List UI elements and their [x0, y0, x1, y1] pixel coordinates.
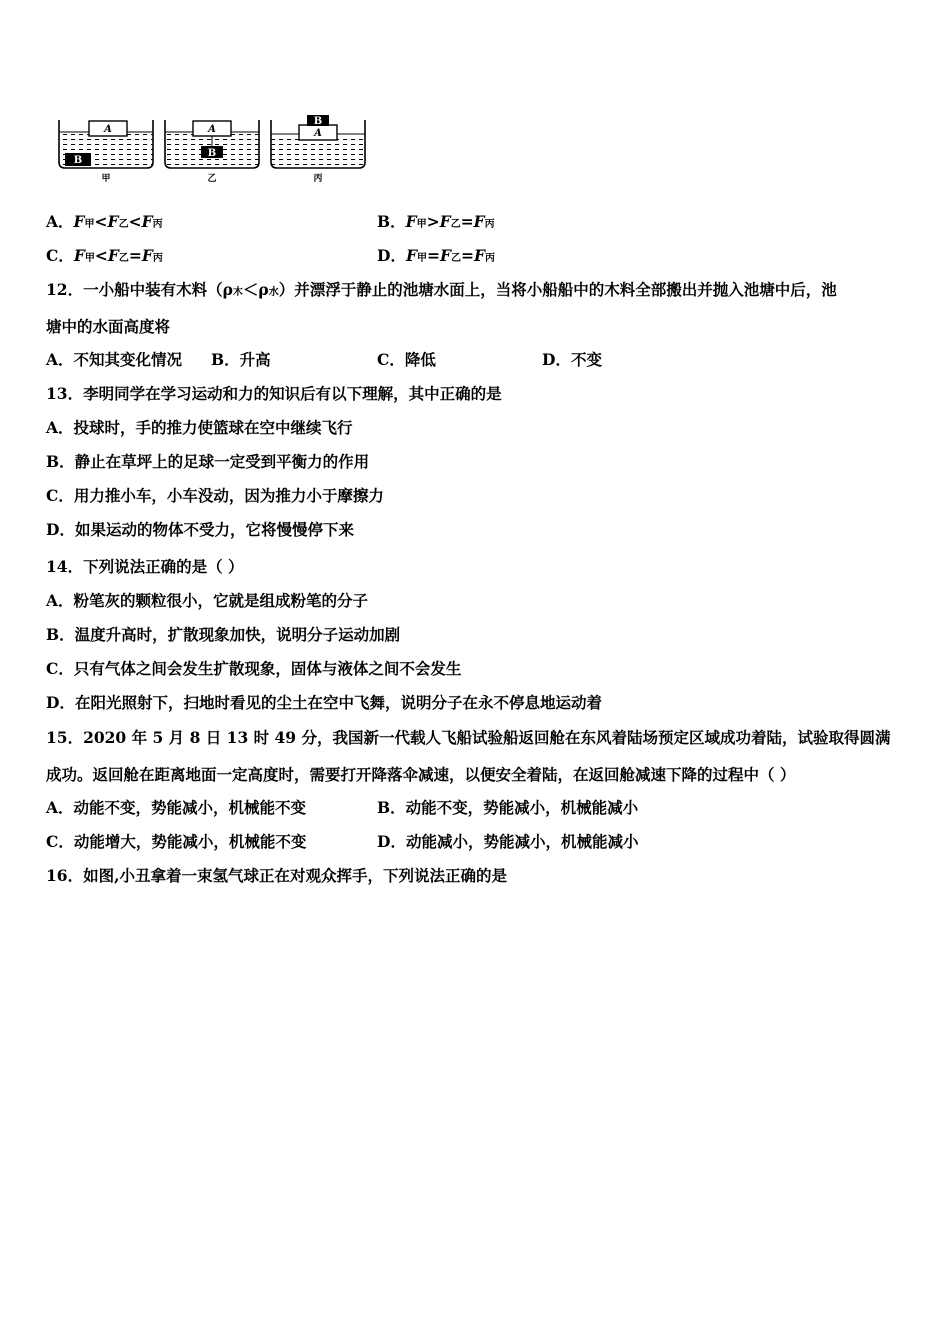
q15-stem-line1: 15．2020 年 5 月 8 日 13 时 49 分，我国新一代载人飞船试验船返回舱在东风着陆场预定区域成功着陆，试验取得圆满	[46, 728, 891, 747]
option-letter: A．	[46, 212, 74, 231]
q15-option-c[interactable]: C．动能增大，势能减小，机械能不变	[46, 832, 307, 851]
q15-option-d[interactable]: D．动能减小，势能减小，机械能减小	[377, 832, 639, 851]
q16-stem: 16．如图,小丑拿着一束氢气球正在对观众挥手，下列说法正确的是	[46, 866, 507, 885]
q14-option-d[interactable]: D．在阳光照射下，扫地时看见的尘土在空中飞舞，说明分子在永不停息地运动着	[46, 693, 602, 712]
q15-option-a[interactable]: A．动能不变，势能减小，机械能不变	[46, 798, 307, 817]
q15-option-b[interactable]: B．动能不变，势能减小，机械能减小	[377, 798, 639, 817]
q13-option-b[interactable]: B．静止在草坪上的足球一定受到平衡力的作用	[46, 452, 370, 471]
label-a-bing: A	[314, 128, 322, 139]
caption-jia: 甲	[101, 174, 111, 184]
q13-option-d[interactable]: D．如果运动的物体不受力，它将慢慢停下来	[46, 520, 354, 539]
q12-option-c[interactable]: C．降低	[377, 350, 436, 369]
q14-option-a[interactable]: A．粉笔灰的颗粒很小，它就是组成粉笔的分子	[46, 591, 369, 610]
q15-stem-line2: 成功。返回舱在距离地面一定高度时，需要打开降落伞减速，以便安全着陆，在返回舱减速下降的过程中（ ）	[46, 765, 796, 784]
q12-option-a[interactable]: A．不知其变化情况	[46, 350, 183, 369]
option-letter: D．	[377, 246, 406, 265]
buoyancy-diagram	[55, 112, 375, 188]
q13-option-a[interactable]: A．投球时，手的推力使篮球在空中继续飞行	[46, 418, 353, 437]
q13-option-c[interactable]: C．用力推小车，小车没动，因为推力小于摩擦力	[46, 486, 384, 505]
option-letter: B．	[377, 212, 406, 231]
label-a-jia: A	[104, 124, 112, 135]
label-b-yi: B	[207, 148, 217, 159]
label-a-yi: A	[208, 124, 216, 135]
label-b-bing: B	[313, 116, 323, 127]
option-letter: C．	[46, 246, 74, 265]
caption-yi: 乙	[207, 174, 217, 184]
q12-stem: 12．一小船中装有木料（ρ木＜ρ水）并漂浮于静止的池塘水面上，当将小船船中的木料全部搬出并抛入池塘中后，池	[46, 280, 837, 299]
q14-option-c[interactable]: C．只有气体之间会发生扩散现象，固体与液体之间不会发生	[46, 659, 462, 678]
q12-option-b[interactable]: B．升高	[211, 350, 271, 369]
caption-bing: 丙	[313, 174, 323, 184]
q12-stem-line2: 塘中的水面高度将	[46, 317, 171, 336]
container-jia	[59, 120, 153, 184]
q12-option-d[interactable]: D．不变	[542, 350, 602, 369]
q11-option-b[interactable]: B．F甲>F乙=F丙	[377, 212, 495, 231]
container-bing	[271, 115, 365, 184]
q11-option-c[interactable]: C．F甲<F乙=F丙	[46, 246, 163, 265]
q11-option-a[interactable]: A．F甲<F乙<F丙	[46, 212, 163, 231]
q14-stem: 14．下列说法正确的是（ ）	[46, 557, 244, 576]
q13-stem: 13．李明同学在学习运动和力的知识后有以下理解，其中正确的是	[46, 384, 502, 403]
q14-option-b[interactable]: B．温度升高时，扩散现象加快，说明分子运动加剧	[46, 625, 401, 644]
label-b-jia: B	[73, 155, 83, 166]
container-yi	[165, 120, 259, 184]
q11-option-d[interactable]: D．F甲=F乙=F丙	[377, 246, 495, 265]
